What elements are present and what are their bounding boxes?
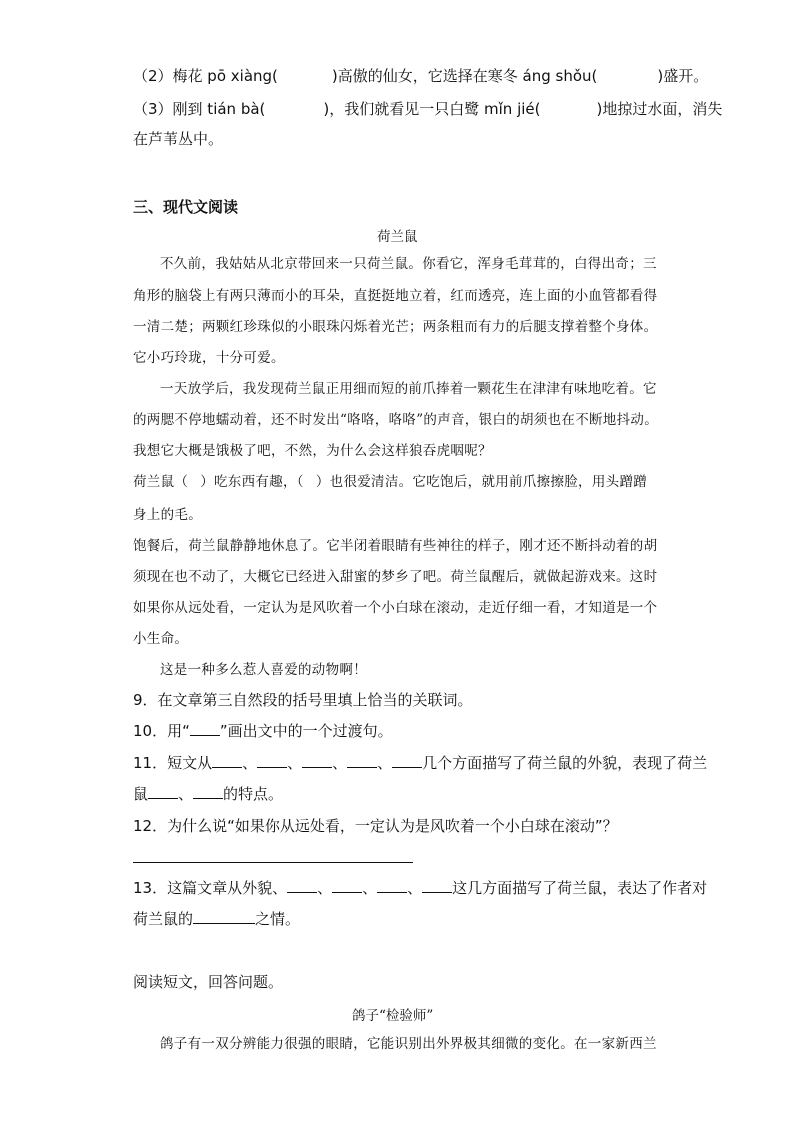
answer-blank[interactable]: [302, 753, 332, 768]
passage-title: 荷兰鼠: [377, 229, 418, 245]
answer-blank[interactable]: [212, 753, 242, 768]
fill-item-2: （2）梅花 pō xiàng( )高傲的仙女，它选择在寒冬 áng shǒu( )盛开。: [133, 67, 709, 85]
passage-line: 须现在也不动了，大概它已经进入甜蜜的梦乡了吧。荷兰鼠醒后，就做起游戏来。这时: [133, 569, 658, 585]
question-10: 10．用“ ”画出文中的一个过渡句。: [133, 722, 393, 740]
fill-item-3-continued: 在芦苇丛中。: [133, 130, 224, 148]
fill-item-3: （3）刚到 tián bà( )，我们就看见一只白鹭 mǐn jié( )地掠过水面，消失: [133, 100, 723, 118]
question-9: 9．在文章第三自然段的括号里填上恰当的关联词。: [133, 691, 473, 709]
answer-blank[interactable]: [148, 784, 178, 799]
passage-line: 一天放学后，我发现荷兰鼠正用细而短的前爪捧着一颗花生在津津有味地吃着。它: [160, 381, 657, 397]
question-13: 13．这篇文章从外貌、 、 、 、 这几方面描写了荷兰鼠，表达了作者对: [133, 879, 708, 897]
passage-line: 不久前，我姑姑从北京带回来一只荷兰鼠。你看它，浑身毛茸茸的，白得出奇；三: [160, 256, 657, 272]
passage-line: 的两腮不停地蠕动着，还不时发出“咯咯，咯咯”的声音，银白的胡须也在不断地抖动。: [133, 412, 659, 428]
passage-line: 我想它大概是饿极了吧，不然，为什么会这样狼吞虎咽呢？: [133, 443, 492, 459]
answer-blank[interactable]: [193, 909, 255, 924]
reading-instruction: 阅读短文，回答问题。: [133, 973, 284, 991]
passage-line: 鸽子有一双分辨能力很强的眼睛，它能识别出外界极其细微的变化。在一家新西兰: [160, 1036, 657, 1052]
question-13-continued: 荷兰鼠的 之情。: [133, 910, 301, 928]
answer-blank[interactable]: [377, 878, 407, 893]
passage-line: 它小巧玲珑，十分可爱。: [133, 350, 285, 366]
answer-blank[interactable]: [287, 878, 317, 893]
passage-line: 饱餐后，荷兰鼠静静地休息了。它半闭着眼睛有些神往的样子，刚才还不断抖动着的胡: [133, 538, 658, 554]
answer-line[interactable]: [133, 862, 413, 863]
answer-blank[interactable]: [392, 753, 422, 768]
answer-blank[interactable]: [257, 753, 287, 768]
passage-line: 一清二楚；两颗红珍珠似的小眼珠闪烁着光芒；两条粗而有力的后腿支撑着整个身体。: [133, 319, 658, 335]
passage-line: 小生命。: [133, 631, 189, 647]
passage-line: 这是一种多么惹人喜爱的动物啊！: [160, 662, 367, 678]
passage-line: 身上的毛。: [133, 507, 202, 523]
section-heading: 三、现代文阅读: [133, 198, 239, 216]
passage-line-blanks: 荷兰鼠（ ）吃东西有趣，（ ）也很爱清洁。它吃饱后，就用前爪擦擦脸，用头蹭蹭: [133, 474, 648, 490]
answer-blank[interactable]: [190, 721, 220, 736]
answer-blank[interactable]: [347, 753, 377, 768]
passage-line: 如果你从远处看，一定认为是风吹着一个小白球在滚动，走近仔细一看，才知道是一个: [133, 600, 658, 616]
passage-line: 角形的脑袋上有两只薄而小的耳朵，直挺挺地立着，红而透亮，连上面的小血管都看得: [133, 288, 658, 304]
answer-blank[interactable]: [193, 784, 223, 799]
answer-blank[interactable]: [332, 878, 362, 893]
question-11-continued: 鼠 、 的特点。: [133, 785, 284, 803]
answer-blank[interactable]: [422, 878, 452, 893]
question-11: 11．短文从 、 、 、 、 几个方面描写了荷兰鼠的外貌，表现了荷兰: [133, 754, 708, 772]
question-12: 12．为什么说“如果你从远处看，一定认为是风吹着一个小白球在滚动”？: [133, 817, 618, 835]
passage-title: 鸽子“检验师”: [352, 1008, 434, 1024]
